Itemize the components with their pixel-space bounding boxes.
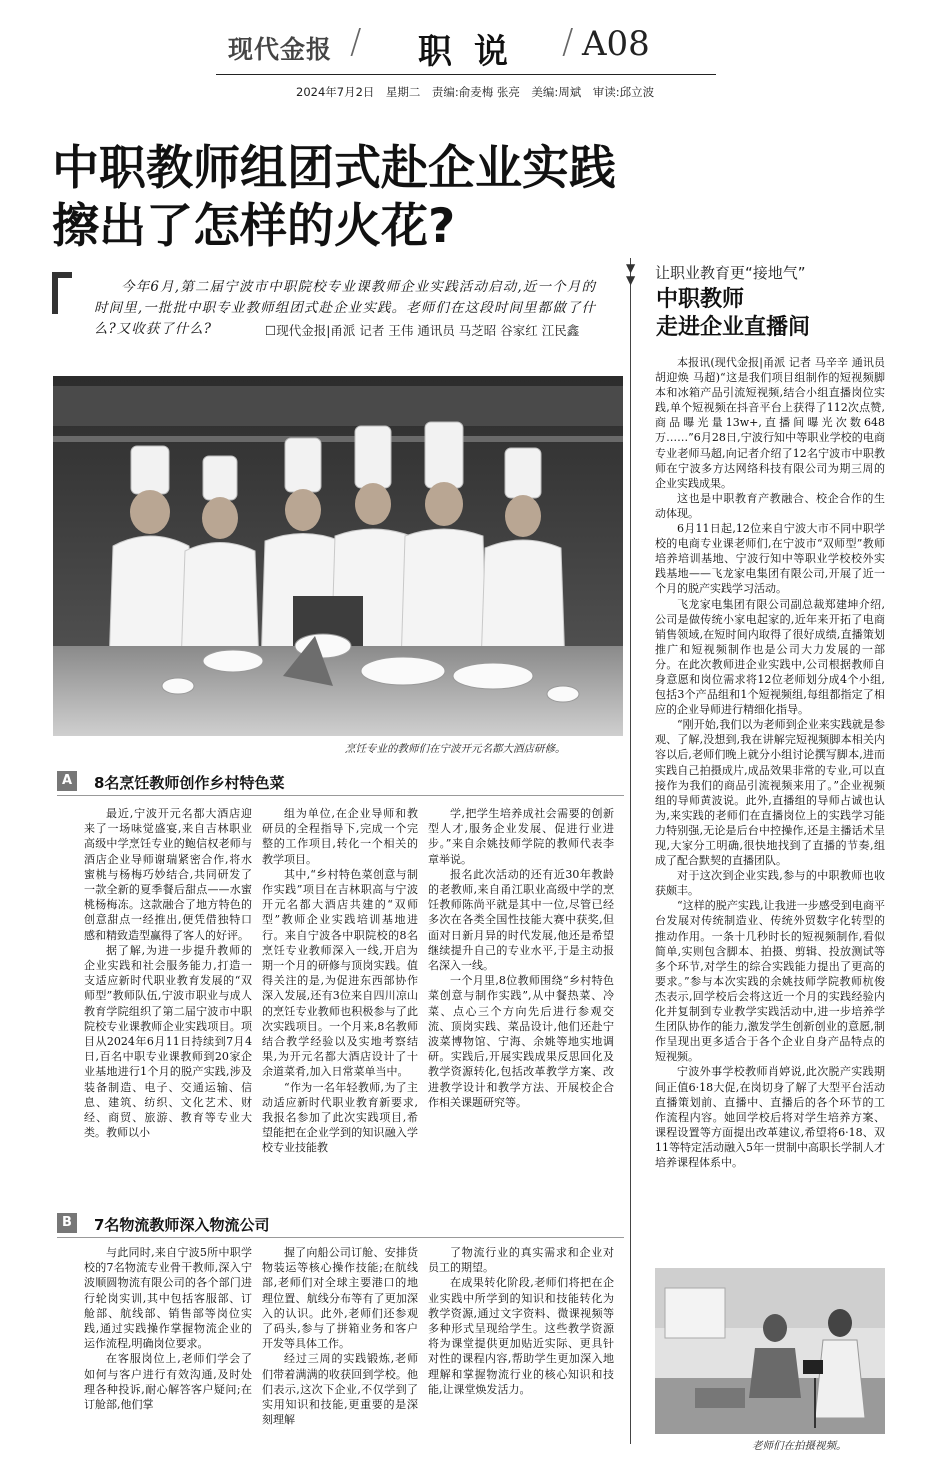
masthead-divider: / (350, 22, 362, 62)
sidebar-para: 飞龙家电集团有限公司副总裁郑建坤介绍,公司是做传统小家电起家的,近年来开拓了电商销售领域,在短时间内取得了很好成绩,直播策划推广和短视频制作也是公司大力发展的一部分。在此次教师进企业实践中,公司根据教师自身意愿和岗位需求将12位老师划分成4个小组,包括3个产品组和1个短视频组,每组都指定了相应的企业导师进行精细化指导。 (655, 597, 885, 717)
byline: ☐现代金报|甬派 记者 王伟 通讯员 马芝昭 谷家红 江民鑫 (265, 323, 580, 338)
section-a-col1-para: 最近,宁波开元名都大酒店迎来了一场味觉盛宴,来自吉林职业高级中学烹饪专业的鲍信权老师与酒店企业导师谢瑞紧密合作,将水蜜桃与杨梅巧妙结合,共同研发了一款全新的夏季餐后甜点——水蜜桃杨梅冻。这款融合了地方特色的创意甜点一经推出,便凭借独特口感和精致造型赢得了客人的好评。 (84, 807, 252, 942)
masthead-section: 职说 (418, 32, 530, 72)
section-a-col3-para: 学,把学生培养成社会需要的创新型人才,服务企业发展、促进行业进步。”来自余姚技师学院的教师代表李章举说。 (428, 807, 614, 866)
section-a-title: 8名烹饪教师创作乡村特色菜 (94, 774, 285, 792)
section-a-col2-para: 组为单位,在企业导师和教研员的全程指导下,完成一个完整的工作项目,转化一个相关的教学项目。 (262, 807, 418, 866)
headline (52, 140, 672, 256)
sidebar-para: 对于这次到企业实践,参与的中职教师也收获颇丰。 (655, 869, 885, 898)
sidebar-para: 6月11日起,12位来自宁波大市不同中职学校的电商专业课老师们,在宁波市“双师型”教师培养培训基地、宁波行知中等职业学校校外实践基地——飞龙家电集团有限公司,开展了近一个月的脱产实践学习活动。 (655, 522, 885, 596)
section-a-column-2 (262, 806, 418, 1177)
section-b-col3-para: 了物流行业的真实需求和企业对员工的期望。 (428, 1246, 614, 1275)
sidebar-kicker: 让职业教育更“接地气” (655, 264, 806, 282)
filming-photo-illustration (655, 1268, 885, 1434)
sidebar-divider (630, 258, 631, 1444)
section-b-col2-para: 握了向船公司订舱、安排货物装运等核心操作技能;在航线部,老师们对全球主要港口的地理位置、航线分布等有了更加深入的认识。此外,老师们还参观了码头,参与了拼箱业务和客户开发等具体工作。 (262, 1246, 418, 1351)
headline-line-1: 中职教师组团式赴企业实践 (52, 141, 616, 196)
masthead-rule (216, 74, 716, 75)
section-a-col2-para: 其中,“乡村特色菜创意与制作实践”项目在吉林职高与宁波开元名都大酒店共建的“双师型”教师企业实践培训基地进行。来自宁波各中职院校的8名烹饪专业教师深入一线,开启为期一个月的研修与顶岗实践。值得关注的是,为促进东西部协作深入发展,还有3位来自四川凉山的烹饪专业教师也积极参与了此次实践项目。一个月来,8名教师结合教学经验以及实地考察结果,为开元名都大酒店设计了十余道菜肴,加入日常菜单当中。 (262, 867, 418, 1079)
section-b-rule (57, 1237, 624, 1238)
section-b-col1-para: 与此同时,来自宁波5所中职学校的7名物流专业骨干教师,深入宁波顺圆物流有限公司的各个部门进行轮岗实训,其中包括客服部、订舱部、航线部、销售部等岗位实践,通过实践操作掌握物流企业的运作流程,明确岗位要求。 (84, 1246, 252, 1351)
section-b-tag: B (57, 1213, 77, 1233)
masthead-divider: / (562, 22, 574, 62)
chevron-down-icon: ▼ ▼ (626, 261, 636, 287)
sidebar-title-line-1: 中职教师 (656, 287, 745, 312)
sidebar-para: 宁波外事学校教师肖婷说,此次脱产实践期间正值6·18大促,在岗切身了解了大型平台活动直播策划前、直播中、直播后的各个环节的工作流程内容。她回学校后将对学生培养方案、课程设置等方面提出改革建议,希望将6·18、双11等特定活动融入5年一贯制中高职长学制人才培养课程体系中。 (655, 1065, 885, 1169)
section-b-title: 7名物流教师深入物流公司 (94, 1216, 270, 1234)
sidebar-para: 这也是中职教育产教融合、校企合作的生动体现。 (655, 491, 885, 520)
section-b-col2-para: 经过三周的实践锻炼,老师们带着满满的收获回到学校。他们表示,这次下企业,不仅学到了实用知识和技能,更重要的是深刻理解 (262, 1352, 418, 1427)
lead-paragraph: 今年6月,第二届宁波市中职院校专业课教师企业实践活动启动,近一个月的时间里,一批批中职专业教师组团式赴企业实践。老师们在这段时间里都做了什么?又收获了什么? (94, 279, 596, 337)
sidebar-title (656, 286, 810, 342)
section-a-column-3 (428, 806, 614, 1177)
main-photo-caption: 烹饪专业的教师们在宁波开元名都大酒店研修。 (345, 743, 566, 755)
section-a-tag: A (57, 771, 77, 791)
sidebar-para: “这样的脱产实践,让我进一步感受到电商平台发展对传统制造业、传统外贸数字化转型的推动作用。一条十几秒时长的短视频制作,看似简单,实则包含脚本、拍摄、剪辑、投放测试等多个环节,对学生的综合实践能力提出了更高的要求。”参与本次实践的余姚技师学院教师杭俊杰表示,回学校后会将这近一个月的实践经验内化并复制到专业教学实践活动中,进一步培养学生团队协作的能力,激发学生创新创业的意愿,制作呈现出更多适合于各个企业自身产品特点的短视频。 (655, 899, 885, 1064)
main-photo (53, 376, 623, 736)
dateline: 2024年7月2日 星期二 责编:俞麦梅 张亮 美编:周斌 审读:邱立波 (296, 85, 655, 99)
section-b-column-2 (262, 1245, 418, 1441)
section-a-rule (57, 795, 624, 796)
headline-line-2: 擦出了怎样的火花? (52, 199, 456, 254)
section-a-column-1 (84, 806, 252, 1177)
sidebar-photo-caption: 老师们在拍摄视频。 (752, 1440, 847, 1452)
chefs-photo-illustration (53, 376, 623, 736)
sidebar-photo (655, 1268, 885, 1434)
sidebar-title-line-2: 走进企业直播间 (656, 315, 811, 340)
section-b-col1-para: 在客服岗位上,老师们学会了如何与客户进行有效沟通,及时处理各种投诉,耐心解答客户疑问;在订舱部,他们掌 (84, 1352, 252, 1412)
section-b-col3-para: 在成果转化阶段,老师们将把在企业实践中所学到的知识和技能转化为教学资源,通过文字资料、微课视频等多种形式呈现给学生。这些教学资源将为课堂提供更加贴近实际、更具针对性的课程内容,帮助学生更加深入地理解和掌握物流行业的核心知识和技能,让课堂焕发活力。 (428, 1276, 614, 1396)
lead-bracket-icon (52, 272, 72, 314)
section-a-col3-para: 一个月里,8位教师围绕“乡村特色菜创意与制作实践”,从中餐热菜、冷菜、点心三个方向先后进行参观交流、顶岗实践、菜品设计,他们还赴宁波菜博物馆、宁海、余姚等地实地调研。实践后,开展实践成果反思回化及教学资源转化,包括改革教学方案、改进教学设计和教学方法、开展校企合作相关课题研究等。 (428, 974, 614, 1109)
section-a-col3-para: 报名此次活动的还有近30年教龄的老教师,来自甬江职业高级中学的烹饪教师陈尚平就是其中一位,尽管已经多次在各类全国性技能大赛中获奖,但面对日新月异的时代发展,他还是希望继续提升自己的专业水平,于是主动报名深入一线。 (428, 867, 614, 973)
section-b-column-3 (428, 1245, 614, 1441)
masthead-paper-name: 现代金报 (228, 35, 333, 64)
section-b-column-1 (84, 1245, 252, 1441)
sidebar-para: “刚开始,我们以为老师到企业来实践就是参观、了解,没想到,我在讲解完短视频脚本相关内容以后,老师们晚上就分小组讨论撰写脚本,进而实践自己拍摄成片,成品效果非常的专业,可以直接作为我们的商品引流视频来用了。”企业视频组的导师黄波说。此外,直播组的导师占诚也认为,来实践的老师们在直播岗位上的实践学习能力特别强,无论是后台中控操作,还是主播话术呈现,大家分工明确,很快地找到了直播的节奏,组成了配合默契的直播团队。 (655, 718, 885, 868)
section-a-col2-para: “作为一名年轻教师,为了主动适应新时代职业教育新要求,我报名参加了此次实践项目,希望能把在企业学到的知识融入学校专业技能教 (262, 1080, 418, 1155)
section-a-col1-para: 据了解,为进一步提升教师的企业实践和社会服务能力,打造一支适应新时代职业教育发展的“双师型”教师队伍,宁波市职业与成人教育学院组织了第二届宁波市中职院校专业课教师企业实践项目。项目从2024年6月11日持续到7月4日,百名中职专业课教师到20家企业基地进行1个月的脱产实践,涉及装备制造、电子、交通运输、信息、建筑、纺织、文化艺术、财经、商贸、旅游、教育等专业大类。教师以小 (84, 943, 252, 1140)
masthead-page-number: A08 (582, 24, 650, 64)
sidebar-para: 本报讯(现代金报|甬派 记者 马辛辛 通讯员 胡迎焕 马超)“这是我们项目组制作的短视频脚本和冰箱产品引流短视频,结合小组直播岗位实践,单个短视频在抖音平台上获得了112次点赞,商品曝光量13w+,直播间曝光次数648万……”6月28日,宁波行知中等职业学校的电商专业老师马超,向记者介绍了12名宁波市中职教师在宁波多方达网络科技有限公司为期三周的企业实践成果。 (655, 356, 885, 490)
sidebar-body (655, 355, 885, 1263)
